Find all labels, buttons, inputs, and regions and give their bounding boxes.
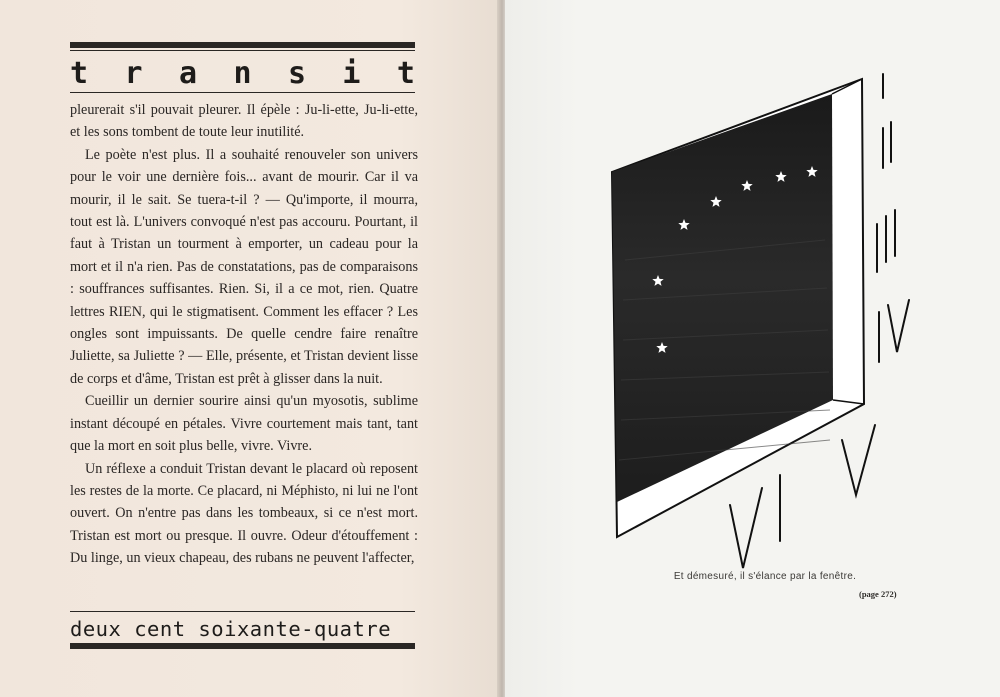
page-reference: (page 272)	[859, 589, 897, 599]
numeral-II	[883, 122, 891, 168]
header-rule-top-thin	[70, 50, 415, 51]
header-rule-bottom	[70, 92, 415, 93]
numeral-VI	[730, 475, 780, 568]
window-illustration	[505, 0, 1000, 697]
header-letter: a	[178, 56, 198, 91]
header-letter: t	[70, 56, 89, 91]
night-sky	[612, 94, 833, 502]
right-page	[505, 0, 1000, 697]
footer-rule-top	[70, 611, 415, 612]
header-letter: t	[396, 56, 415, 91]
running-header	[70, 56, 415, 91]
numeral-V	[842, 425, 875, 495]
paragraph-4: Un réflexe a conduit Tristan devant le placard où reposent les restes de la morte. Ce placard, ni Méphisto, ni lui ne l'ont ouvert. On n'entre pas dans les tombeaux, si ce n'est mort. Tristan est mort ou presque. Il ouvre. Odeur d'étouffement : Du linge, un vieux chapeau, des rubans ne peuvent l'affecter,	[70, 460, 418, 567]
paragraph-1: pleurerait s'il pouvait pleurer. Il épèle : Ju-li-ette, Ju-li-ette, et les sons tombent de toute leur inutilité.	[70, 102, 418, 141]
numeral-IV	[879, 300, 909, 362]
header-letter: n	[233, 56, 252, 91]
paragraph-2: Le poète n'est plus. Il a souhaité renouveler son univers pour le voir une dernière fois... avant de mourir. Car il va mourir, il le sait. Se tuera-t-il ? — Qu'importe, il mourra, tout est là. L'univers convoqué n'est pas accouru. Pourtant, il faut à Tristan un tourment à emporter, un cadeau pour la mort et il n'a rien. Pas de constatations, pas de comparaisons : souffrances suffisantes. Rien. Si, il a ce mot, rien. Quatre lettres RIEN, qui le stigmatisent. Comment les effacer ? Les ongles sont impuissants. De quelle cendre faire renaître Juliette, sa Juliette ? — Elle, présente, et Tristan devient lisse de corps et d'âme, Tristan est prêt à glisser dans la nuit.	[70, 146, 418, 387]
header-letter: i	[342, 56, 361, 91]
body-text	[70, 99, 418, 570]
footer-rule-bottom	[70, 643, 415, 649]
header-rule-top	[70, 42, 415, 48]
paragraph-3: Cueillir un dernier sourire ainsi qu'un myosotis, sublime instant découpé en pétales. Vivre courtement mais tant, tant que la mort en soit plus belle, vivre. Vivre.	[70, 393, 418, 455]
numeral-III	[877, 210, 895, 272]
page-number-footer: deux cent soixante-quatre	[70, 617, 392, 641]
header-letter: r	[124, 56, 143, 91]
header-letter: s	[287, 56, 306, 91]
illustration-caption: Et démesuré, il s'élance par la fenêtre.	[673, 571, 857, 582]
